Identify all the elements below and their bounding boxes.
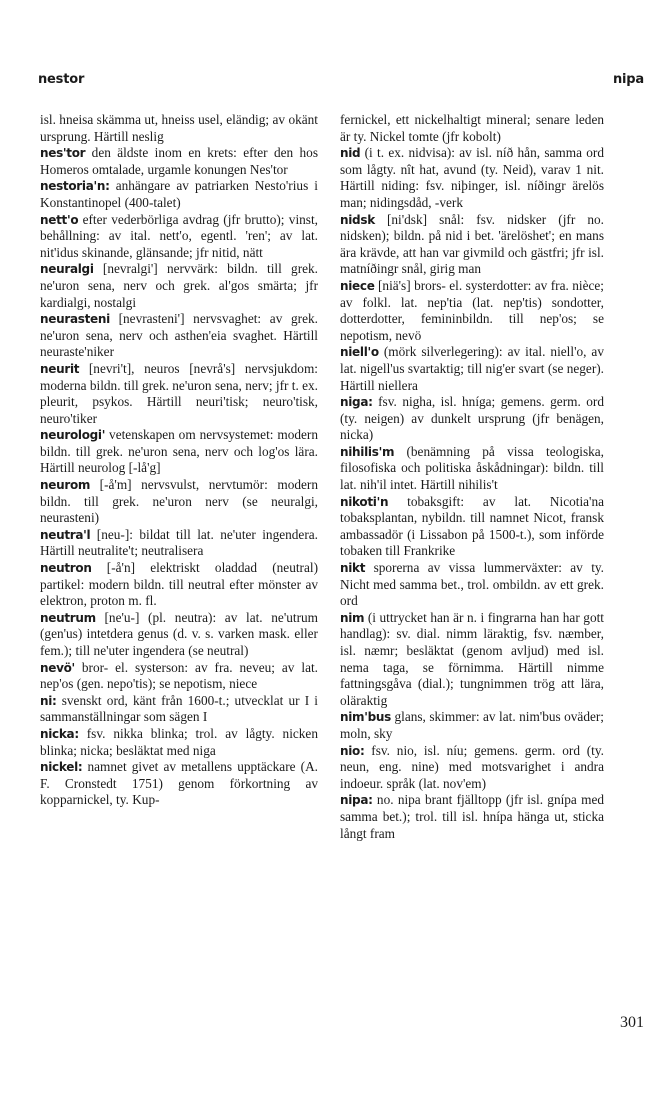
entry-headword: neurit	[40, 361, 80, 376]
entry-definition: [nevrasteni'] nervsvaghet: av grek. ne'uron sena, nerv och asthen'eia svaghet. Härtill neuraste'niker	[40, 311, 318, 360]
dictionary-entry	[340, 494, 604, 560]
dictionary-entry	[40, 361, 318, 427]
entry-headword: neutra'l	[40, 527, 91, 542]
entry-headword: niece	[340, 278, 375, 293]
dictionary-entry	[340, 344, 604, 394]
left-column	[40, 112, 318, 809]
dictionary-entry	[40, 261, 318, 311]
entry-definition: [niä's] brors- el. systerdotter: av fra. nièce; av folkl. lat. nep'tia (lat. nep'tis) sondotter, dotterdotter, femininbildn. till nep'os; se nepotism, nevö	[340, 277, 604, 343]
dictionary-entry	[40, 560, 318, 610]
dictionary-entry	[340, 560, 604, 610]
entry-definition: [nevralgi'] nervvärk: bildn. till grek. ne'uron sena, nerv och grek. al'gos smärta; jfr kardialgi, nostalgi	[40, 261, 318, 310]
entry-definition: svenskt ord, känt från 1600-t.; utvecklat ur I i sammanställningar som sägen I	[40, 692, 318, 725]
dictionary-entry	[340, 212, 604, 278]
entry-definition: (i t. ex. nidvisa): av isl. níð hån, samma ord som lågty. nît hat, avund (ty. Neid), varav 1 nit. Härtill niding: fsv. niþinger, isl. níðingr ärelös man; nidingsdåd, -verk	[340, 145, 604, 210]
dictionary-entry	[340, 743, 604, 793]
dictionary-entry	[40, 610, 318, 660]
entry-definition: no. nipa brant fjälltopp (jfr isl. gnípa med samma bet.); trol. till isl. hnípa hänga ut, sticka långt fram	[340, 792, 604, 841]
entry-definition: efter vederbörliga avdrag (jfr brutto); vinst, behållning: av ital. nett'o, egentl. 'ren'; av lat. nit'idus skinande, glänsande; jfr nitid, nätt	[40, 211, 318, 260]
entry-headword: neurologi'	[40, 428, 106, 443]
dictionary-entry	[40, 726, 318, 759]
entry-headword: nestoria'n:	[40, 179, 110, 194]
entry-definition: sporerna av vissa lummerväxter: av ty. Nicht med samma bet., trol. ombildn. av ett grek. ord	[340, 560, 604, 609]
running-header-right: nipa	[613, 72, 644, 87]
dictionary-entry	[40, 527, 318, 560]
entry-headword: nikoti'n	[340, 494, 389, 509]
entry-headword: nett'o	[40, 212, 79, 227]
page-number: 301	[620, 1014, 644, 1031]
entry-headword: nim'bus	[340, 710, 392, 725]
entry-definition: [neu-]: bildat till lat. ne'uter ingendera. Härtill neutralite't; neutralisera	[40, 526, 318, 559]
entry-definition: fsv. nio, isl. níu; gemens. germ. ord (ty. neun, eng. nine) med motsvarighet i andra indoeur. språk (lat. nov'em)	[340, 742, 604, 791]
dictionary-entry	[40, 212, 318, 262]
dictionary-entry	[40, 112, 318, 145]
entry-definition: [-å'm] nervsvulst, nervtumör: modern bildn. till grek. ne'uron nerv (se neuralgi, neurasteni)	[40, 477, 318, 526]
entry-headword: nidsk	[340, 212, 375, 227]
entry-headword: nipa:	[340, 793, 373, 808]
entry-definition: bror- el. systerson: av fra. neveu; av lat. nep'os (gen. nepo'tis); se nepotism, niece	[40, 659, 318, 692]
entry-headword: neurasteni	[40, 312, 110, 327]
entry-definition: fsv. nigha, isl. hníga; gemens. germ. ord (ty. neigen) av dunkelt ursprung (jfr benägen, nicka)	[340, 394, 604, 443]
dictionary-entry	[340, 444, 604, 494]
entry-headword: nio:	[340, 743, 365, 758]
dictionary-entry	[340, 709, 604, 742]
dictionary-entry	[340, 394, 604, 444]
entry-definition: fsv. nikka blinka; trol. av lågty. nicken blinka; nicka; besläktat med niga	[40, 725, 318, 758]
dictionary-entry	[40, 311, 318, 361]
entry-definition: (mörk silverlegering): av ital. niell'o, av lat. nigell'us svartaktig; till nig'er svart (se neger). Härtill niellera	[340, 344, 604, 393]
entry-definition: [ni'dsk] snål: fsv. nidsker (jfr no. nidsken); bildn. på nid i bet. 'ärelöshet'; en mans ära krävde, att han var givmild och gästfri; jfr isl. matníðingr snål, girig man	[340, 211, 604, 277]
running-header-left: nestor	[38, 72, 85, 87]
entry-definition: [ne'u-] (pl. neutra): av lat. ne'utrum (gen'us) intetdera genus (d. v. s. varken mask. eller fem.); till ne'uter ingendera (se neutral)	[40, 609, 318, 658]
entry-headword: neuralgi	[40, 262, 94, 277]
dictionary-entry	[40, 145, 318, 178]
entry-definition: vetenskapen om nervsystemet: modern bildn. till grek. ne'uron sena, nerv och log'os lära. Härtill neurolog [-lå'g]	[40, 427, 318, 476]
entry-headword: neutrum	[40, 610, 96, 625]
entry-definition: (i uttrycket han är n. i fingrarna han har gott handlag): sv. dial. nimm läraktig, fsv. næmber, isl. næmr; besläktat (genom avljud) med isl. nema taga, se förnimma. Härtill nimme fattningsgåva (dial.); tungnimmen trög att lära, oläraktig	[340, 609, 604, 708]
entry-headword: neutron	[40, 561, 92, 576]
entry-definition: glans, skimmer: av lat. nim'bus oväder; moln, sky	[340, 709, 604, 741]
dictionary-entry	[40, 477, 318, 527]
entry-definition: [nevri't], neuros [nevrå's] nervsjukdom: moderna bildn. till grek. ne'uron sena, nerv; jfr t. ex. pleurit, psykos. Härtill neuri'tisk; neuro'tisk, neuro'tiker	[40, 360, 318, 426]
entry-headword: nicka:	[40, 726, 79, 741]
entry-headword: nim	[340, 610, 365, 625]
entry-headword: nid	[340, 146, 361, 161]
dictionary-entry	[340, 792, 604, 842]
entry-headword: nihilis'm	[340, 444, 395, 459]
dictionary-entry	[340, 112, 604, 145]
entry-definition: [-å'n] elektriskt oladdad (neutral) partikel: modern bildn. till neutral efter mönster av elektron, proton m. fl.	[40, 560, 318, 609]
entry-headword: niell'o	[340, 345, 379, 360]
entry-headword: nes'tor	[40, 146, 86, 161]
entry-definition: isl. hneisa skämma ut, hneiss usel, eländig; av okänt ursprung. Härtill neslig	[40, 112, 318, 144]
dictionary-entry	[40, 178, 318, 211]
dictionary-entry	[40, 759, 318, 809]
dictionary-entry	[340, 610, 604, 710]
entry-definition: namnet givet av metallens upptäckare (A. F. Cronstedt 1751) genom förkortning av kopparnickel, ty. Kup-	[40, 759, 318, 808]
entry-headword: niga:	[340, 395, 373, 410]
entry-headword: nevö'	[40, 660, 75, 675]
entry-definition: fernickel, ett nickelhaltigt mineral; senare leden är ty. Nickel tomte (jfr kobolt)	[340, 112, 604, 144]
entry-headword: nickel:	[40, 760, 83, 775]
dictionary-entry	[340, 145, 604, 211]
entry-headword: ni:	[40, 693, 57, 708]
dictionary-entry	[40, 660, 318, 693]
entry-definition: (benämning på vissa teologiska, filosofiska och politiska åskådningar): bildn. till lat. nih'il intet. Härtill nihilis't	[340, 443, 604, 493]
right-column	[340, 112, 604, 842]
entry-definition: anhängare av patriarken Nesto'rius i Konstantinopel (400-talet)	[40, 178, 318, 210]
entry-definition: tobaksgift: av lat. Nicotia'na tobaksplantan, nybildn. till namnet Nicot, fransk ambassadör (i Lissabon på 1500-t.), som införde tobaken till Frankrike	[340, 493, 604, 559]
dictionary-entry	[40, 693, 318, 726]
dictionary-entry	[340, 278, 604, 344]
entry-definition: den äldste inom en krets: efter den hos Homeros omtalade, urgamle konungen Nes'tor	[40, 145, 318, 177]
entry-headword: nikt	[340, 561, 366, 576]
dictionary-entry	[40, 427, 318, 477]
entry-headword: neurom	[40, 478, 91, 493]
